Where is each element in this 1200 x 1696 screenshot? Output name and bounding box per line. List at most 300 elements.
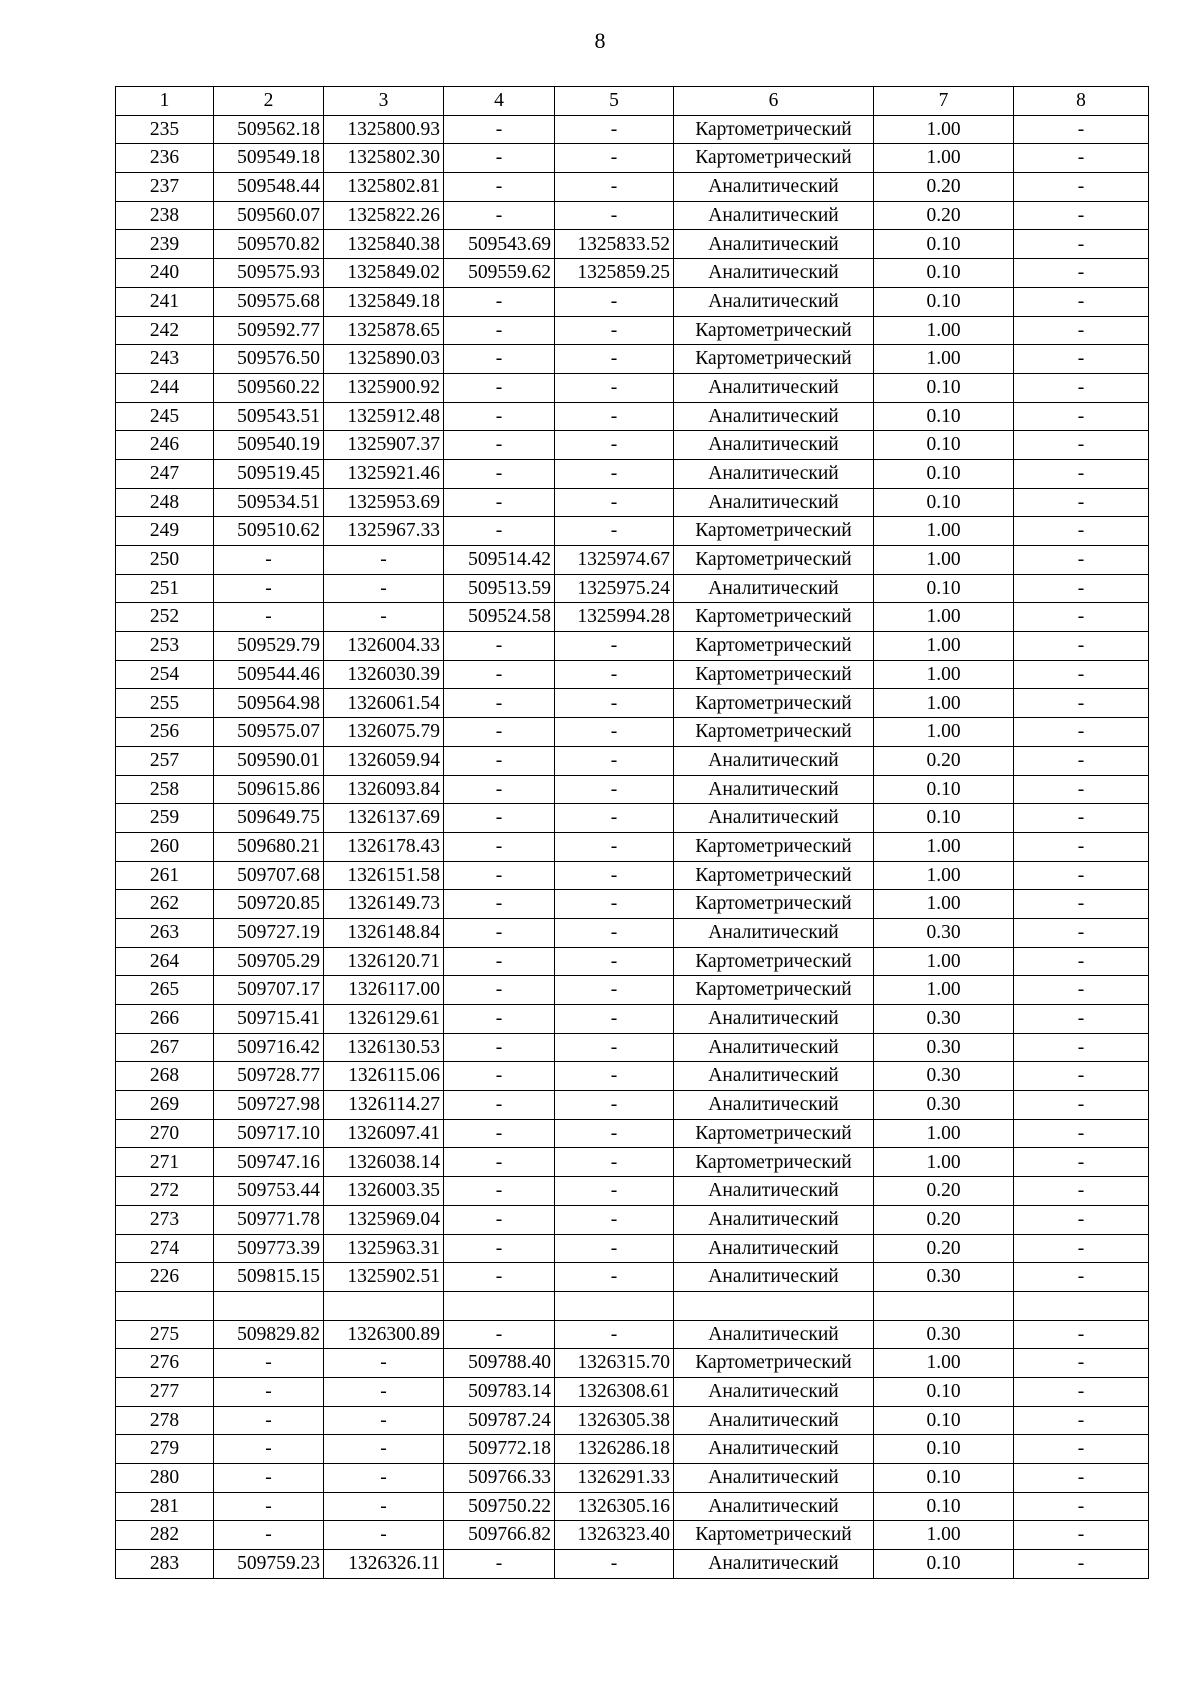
table-cell: - — [324, 1464, 444, 1493]
table-cell: 1326003.35 — [324, 1177, 444, 1206]
table-cell: - — [444, 431, 555, 460]
table-cell: 509524.58 — [444, 603, 555, 632]
table-cell: 248 — [116, 488, 214, 517]
table-cell: - — [444, 718, 555, 747]
table-cell: - — [1014, 918, 1149, 947]
table-cell: - — [214, 1521, 324, 1550]
table-cell: 1326038.14 — [324, 1148, 444, 1177]
table-cell: 1.00 — [874, 718, 1014, 747]
table-cell: - — [1014, 1263, 1149, 1292]
table-cell: - — [1014, 603, 1149, 632]
table-cell: 509680.21 — [214, 832, 324, 861]
table-cell: 265 — [116, 976, 214, 1005]
table-cell: - — [1014, 345, 1149, 374]
table-cell: 1326151.58 — [324, 861, 444, 890]
table-cell: 1326117.00 — [324, 976, 444, 1005]
table-row — [116, 1091, 1149, 1120]
table-cell: 269 — [116, 1091, 214, 1120]
table-cell: Аналитический — [674, 1005, 874, 1034]
table-cell: 509564.98 — [214, 689, 324, 718]
table-cell: 1326129.61 — [324, 1005, 444, 1034]
table-row — [116, 1148, 1149, 1177]
table-cell: 1325802.81 — [324, 173, 444, 202]
table-cell — [874, 1291, 1014, 1320]
table-cell: - — [444, 459, 555, 488]
table-cell: - — [1014, 832, 1149, 861]
table-cell: - — [214, 1492, 324, 1521]
table-cell: - — [555, 1205, 674, 1234]
table-row — [116, 230, 1149, 259]
table-cell: 262 — [116, 890, 214, 919]
table-cell: 261 — [116, 861, 214, 890]
table-cell: 253 — [116, 632, 214, 661]
table-cell: Картометрический — [674, 947, 874, 976]
table-cell: 0.30 — [874, 1320, 1014, 1349]
table-cell: 0.30 — [874, 1005, 1014, 1034]
table-cell: 0.10 — [874, 574, 1014, 603]
table-cell: - — [1014, 1177, 1149, 1206]
table-cell: 1326114.27 — [324, 1091, 444, 1120]
table-cell: 0.30 — [874, 1091, 1014, 1120]
table-cell: Аналитический — [674, 918, 874, 947]
table-cell: 1326315.70 — [555, 1349, 674, 1378]
table-cell: Аналитический — [674, 1177, 874, 1206]
table-cell: 1325907.37 — [324, 431, 444, 460]
table-cell: - — [324, 603, 444, 632]
table-cell — [214, 1291, 324, 1320]
table-row — [116, 1234, 1149, 1263]
table-cell: 243 — [116, 345, 214, 374]
page-number: 8 — [594, 28, 606, 53]
table-cell: Картометрический — [674, 660, 874, 689]
table-cell: - — [1014, 1320, 1149, 1349]
table-cell: - — [1014, 632, 1149, 661]
table-cell: 1326305.38 — [555, 1406, 674, 1435]
table-cell: 0.10 — [874, 259, 1014, 288]
table-cell: - — [444, 402, 555, 431]
table-cell: 244 — [116, 373, 214, 402]
table-cell: 251 — [116, 574, 214, 603]
table-cell: - — [555, 1119, 674, 1148]
table-cell: 1.00 — [874, 546, 1014, 575]
column-header-1: 1 — [116, 87, 214, 116]
table-cell: 1325975.24 — [555, 574, 674, 603]
table-cell: Аналитический — [674, 1091, 874, 1120]
column-header-4: 4 — [444, 87, 555, 116]
table-cell: - — [444, 1091, 555, 1120]
table-cell: - — [555, 1033, 674, 1062]
table-cell: 509773.39 — [214, 1234, 324, 1263]
table-cell: - — [555, 173, 674, 202]
table-cell: 1326075.79 — [324, 718, 444, 747]
table-cell: Аналитический — [674, 1550, 874, 1579]
table-cell: 258 — [116, 775, 214, 804]
table-cell: Аналитический — [674, 1492, 874, 1521]
table-cell: 1325859.25 — [555, 259, 674, 288]
table-cell: 1326148.84 — [324, 918, 444, 947]
table-cell: Картометрический — [674, 316, 874, 345]
table-cell: Аналитический — [674, 804, 874, 833]
table-cell: 275 — [116, 1320, 214, 1349]
table-row — [116, 1062, 1149, 1091]
table-cell: 509759.23 — [214, 1550, 324, 1579]
table-cell: 247 — [116, 459, 214, 488]
table-cell: - — [1014, 517, 1149, 546]
table-cell: Аналитический — [674, 173, 874, 202]
table-cell: - — [555, 1148, 674, 1177]
table-cell: - — [555, 517, 674, 546]
table-cell: 1.00 — [874, 1148, 1014, 1177]
table-cell: 509766.82 — [444, 1521, 555, 1550]
table-cell: 1.00 — [874, 345, 1014, 374]
table-cell: 250 — [116, 546, 214, 575]
table-cell: 237 — [116, 173, 214, 202]
table-cell: 1326323.40 — [555, 1521, 674, 1550]
table-cell: - — [1014, 890, 1149, 919]
table-cell: - — [555, 718, 674, 747]
table-row — [116, 1349, 1149, 1378]
table-cell: 509649.75 — [214, 804, 324, 833]
table-cell: - — [214, 603, 324, 632]
table-row — [116, 115, 1149, 144]
table-cell: 0.10 — [874, 1377, 1014, 1406]
table-row — [116, 1119, 1149, 1148]
table-row — [116, 947, 1149, 976]
table-cell: - — [1014, 115, 1149, 144]
table-cell: - — [324, 1435, 444, 1464]
table-cell: 1326308.61 — [555, 1377, 674, 1406]
table-cell: 1325840.38 — [324, 230, 444, 259]
table-cell: 1325822.26 — [324, 201, 444, 230]
table-cell: 1326061.54 — [324, 689, 444, 718]
table-cell: 276 — [116, 1349, 214, 1378]
table-cell: 0.30 — [874, 1033, 1014, 1062]
table-gap-row — [116, 1291, 1149, 1320]
table-cell: 1326004.33 — [324, 632, 444, 661]
table-cell: 256 — [116, 718, 214, 747]
table-cell: - — [1014, 1550, 1149, 1579]
table-cell: - — [1014, 259, 1149, 288]
table-row — [116, 976, 1149, 1005]
table-cell: 509728.77 — [214, 1062, 324, 1091]
table-cell: - — [555, 373, 674, 402]
table-cell: 509787.24 — [444, 1406, 555, 1435]
table-cell: 509570.82 — [214, 230, 324, 259]
table-row — [116, 546, 1149, 575]
table-cell: Картометрический — [674, 890, 874, 919]
table-cell: - — [444, 890, 555, 919]
table-cell: 239 — [116, 230, 214, 259]
table-row — [116, 144, 1149, 173]
table-cell: - — [555, 201, 674, 230]
table-cell: 280 — [116, 1464, 214, 1493]
table-cell: 1326300.89 — [324, 1320, 444, 1349]
table-cell: 509772.18 — [444, 1435, 555, 1464]
table-cell: 1325802.30 — [324, 144, 444, 173]
table-cell: 509544.46 — [214, 660, 324, 689]
table-cell: - — [444, 689, 555, 718]
table-cell: 264 — [116, 947, 214, 976]
table-row — [116, 689, 1149, 718]
table-cell: - — [555, 115, 674, 144]
table-row — [116, 1263, 1149, 1292]
table-cell: 509560.22 — [214, 373, 324, 402]
table-cell: 509750.22 — [444, 1492, 555, 1521]
table-cell: 1325963.31 — [324, 1234, 444, 1263]
table-cell: - — [555, 947, 674, 976]
table-cell: 509788.40 — [444, 1349, 555, 1378]
table-cell: - — [444, 1205, 555, 1234]
table-cell: Аналитический — [674, 1234, 874, 1263]
table-cell: 267 — [116, 1033, 214, 1062]
table-cell: Картометрический — [674, 1521, 874, 1550]
table-row — [116, 1005, 1149, 1034]
table-cell: 509575.07 — [214, 718, 324, 747]
table-cell: 1325878.65 — [324, 316, 444, 345]
table-cell: 1.00 — [874, 976, 1014, 1005]
table-cell: 0.30 — [874, 918, 1014, 947]
table-cell: 1326130.53 — [324, 1033, 444, 1062]
table-cell: - — [444, 660, 555, 689]
table-cell: 1.00 — [874, 832, 1014, 861]
table-cell: 509540.19 — [214, 431, 324, 460]
table-cell: - — [214, 1464, 324, 1493]
table-cell: - — [444, 918, 555, 947]
table-cell: - — [444, 947, 555, 976]
table-cell: Аналитический — [674, 230, 874, 259]
table-cell — [555, 1291, 674, 1320]
table-cell: 509753.44 — [214, 1177, 324, 1206]
table-cell — [324, 1291, 444, 1320]
table-cell: - — [444, 1148, 555, 1177]
table-cell: 1.00 — [874, 316, 1014, 345]
table-cell: Аналитический — [674, 431, 874, 460]
table-cell: - — [444, 488, 555, 517]
table-cell: - — [555, 316, 674, 345]
table-cell: Аналитический — [674, 775, 874, 804]
table-cell: - — [555, 689, 674, 718]
table-cell: 257 — [116, 746, 214, 775]
table-cell: 1326286.18 — [555, 1435, 674, 1464]
table-cell: 1325800.93 — [324, 115, 444, 144]
table-row — [116, 345, 1149, 374]
table-cell: Аналитический — [674, 1205, 874, 1234]
table-cell: - — [1014, 1435, 1149, 1464]
table-cell: 0.20 — [874, 1234, 1014, 1263]
table-cell: 1326059.94 — [324, 746, 444, 775]
table-cell: - — [444, 1005, 555, 1034]
table-cell: 260 — [116, 832, 214, 861]
table-cell: 1326326.11 — [324, 1550, 444, 1579]
table-cell: Картометрический — [674, 1119, 874, 1148]
table-cell: 509720.85 — [214, 890, 324, 919]
table-cell — [1014, 1291, 1149, 1320]
table-cell: - — [555, 1550, 674, 1579]
table-cell: 282 — [116, 1521, 214, 1550]
table-cell: Аналитический — [674, 1062, 874, 1091]
table-cell: - — [324, 574, 444, 603]
table-cell: 0.20 — [874, 1177, 1014, 1206]
table-cell: - — [555, 1320, 674, 1349]
table-cell: 509548.44 — [214, 173, 324, 202]
table-cell: 0.30 — [874, 1062, 1014, 1091]
table-cell: Картометрический — [674, 632, 874, 661]
table-cell: 1325902.51 — [324, 1263, 444, 1292]
table-cell: - — [1014, 775, 1149, 804]
table-cell: 1326178.43 — [324, 832, 444, 861]
table-cell: - — [1014, 1148, 1149, 1177]
table-cell: - — [1014, 660, 1149, 689]
table-row — [116, 517, 1149, 546]
table-cell: - — [1014, 316, 1149, 345]
table-cell: - — [1014, 1062, 1149, 1091]
table-body — [116, 115, 1149, 1578]
table-cell: - — [555, 1091, 674, 1120]
table-cell: - — [555, 775, 674, 804]
table-cell: 1326030.39 — [324, 660, 444, 689]
table-cell: 242 — [116, 316, 214, 345]
table-row — [116, 1406, 1149, 1435]
table-cell: - — [324, 1349, 444, 1378]
table-cell: - — [444, 775, 555, 804]
table-cell: 0.10 — [874, 1406, 1014, 1435]
table-cell: 0.10 — [874, 287, 1014, 316]
table-cell: - — [555, 144, 674, 173]
table-cell: 509815.15 — [214, 1263, 324, 1292]
table-row — [116, 1521, 1149, 1550]
table-cell: 1326097.41 — [324, 1119, 444, 1148]
table-cell: 509727.98 — [214, 1091, 324, 1120]
table-cell: - — [555, 459, 674, 488]
table-cell: 1325900.92 — [324, 373, 444, 402]
table-cell: - — [444, 1263, 555, 1292]
column-header-5: 5 — [555, 87, 674, 116]
coordinates-table — [115, 86, 1149, 1579]
table-cell: - — [214, 574, 324, 603]
table-cell: Аналитический — [674, 1435, 874, 1464]
table-row — [116, 459, 1149, 488]
table-cell: 0.20 — [874, 746, 1014, 775]
table-cell: 1.00 — [874, 861, 1014, 890]
table-cell: 509829.82 — [214, 1320, 324, 1349]
table-cell: 241 — [116, 287, 214, 316]
table-cell: 1326120.71 — [324, 947, 444, 976]
table-cell: Аналитический — [674, 1406, 874, 1435]
table-cell: - — [1014, 373, 1149, 402]
table-row — [116, 173, 1149, 202]
table-cell: - — [1014, 1234, 1149, 1263]
table-cell: - — [444, 115, 555, 144]
table-cell: 246 — [116, 431, 214, 460]
table-cell: Аналитический — [674, 1320, 874, 1349]
table-cell: - — [1014, 947, 1149, 976]
table-cell: 509783.14 — [444, 1377, 555, 1406]
table-cell: - — [444, 287, 555, 316]
column-header-3: 3 — [324, 87, 444, 116]
table-cell: - — [1014, 746, 1149, 775]
table-cell: 1325921.46 — [324, 459, 444, 488]
table-cell: - — [1014, 1033, 1149, 1062]
table-row — [116, 316, 1149, 345]
table-cell: 245 — [116, 402, 214, 431]
table-cell: 1325994.28 — [555, 603, 674, 632]
table-row — [116, 1377, 1149, 1406]
table-cell: - — [555, 890, 674, 919]
table-cell: - — [555, 287, 674, 316]
table-row — [116, 660, 1149, 689]
table-cell: 259 — [116, 804, 214, 833]
table-cell: - — [324, 546, 444, 575]
table-cell: 509534.51 — [214, 488, 324, 517]
table-cell: 254 — [116, 660, 214, 689]
table-cell: - — [1014, 1349, 1149, 1378]
table-header-row — [116, 87, 1149, 116]
table-cell: 1.00 — [874, 1349, 1014, 1378]
table-cell: - — [444, 1234, 555, 1263]
table-cell: 509543.51 — [214, 402, 324, 431]
table-cell: 252 — [116, 603, 214, 632]
table-cell: - — [1014, 804, 1149, 833]
table-cell: - — [444, 1062, 555, 1091]
table-row — [116, 890, 1149, 919]
table-cell: - — [214, 1435, 324, 1464]
table-cell: 509576.50 — [214, 345, 324, 374]
table-cell: 273 — [116, 1205, 214, 1234]
table-cell: 509575.68 — [214, 287, 324, 316]
table-cell: Аналитический — [674, 1464, 874, 1493]
table-cell: 240 — [116, 259, 214, 288]
table-cell: 509562.18 — [214, 115, 324, 144]
table-cell: 255 — [116, 689, 214, 718]
table-cell: 0.10 — [874, 488, 1014, 517]
table-cell: 0.10 — [874, 775, 1014, 804]
table-row — [116, 1205, 1149, 1234]
table-cell: Картометрический — [674, 115, 874, 144]
table-cell: - — [1014, 718, 1149, 747]
table-cell: 1326291.33 — [555, 1464, 674, 1493]
table-cell: 1325890.03 — [324, 345, 444, 374]
table-cell: - — [444, 345, 555, 374]
table-cell: 1.00 — [874, 517, 1014, 546]
table-cell: - — [324, 1492, 444, 1521]
table-cell: - — [1014, 1492, 1149, 1521]
table-cell: - — [1014, 1406, 1149, 1435]
table-cell: 1.00 — [874, 144, 1014, 173]
table-cell: 0.20 — [874, 1205, 1014, 1234]
table-cell: - — [444, 517, 555, 546]
table-cell: - — [1014, 1464, 1149, 1493]
table-cell: Аналитический — [674, 574, 874, 603]
table-cell: - — [1014, 459, 1149, 488]
column-header-2: 2 — [214, 87, 324, 116]
table-cell: - — [555, 976, 674, 1005]
table-row — [116, 1033, 1149, 1062]
table-cell: 0.10 — [874, 1492, 1014, 1521]
table-row — [116, 603, 1149, 632]
table-cell: 509707.17 — [214, 976, 324, 1005]
table-cell: Картометрический — [674, 603, 874, 632]
table-cell: 1325953.69 — [324, 488, 444, 517]
table-cell: 1.00 — [874, 115, 1014, 144]
table-cell: 509716.42 — [214, 1033, 324, 1062]
table-cell — [674, 1291, 874, 1320]
table-cell: 1326093.84 — [324, 775, 444, 804]
table-cell: 1.00 — [874, 632, 1014, 661]
table-row — [116, 632, 1149, 661]
table-cell: 0.10 — [874, 459, 1014, 488]
table-cell: - — [214, 1349, 324, 1378]
table-cell: 263 — [116, 918, 214, 947]
